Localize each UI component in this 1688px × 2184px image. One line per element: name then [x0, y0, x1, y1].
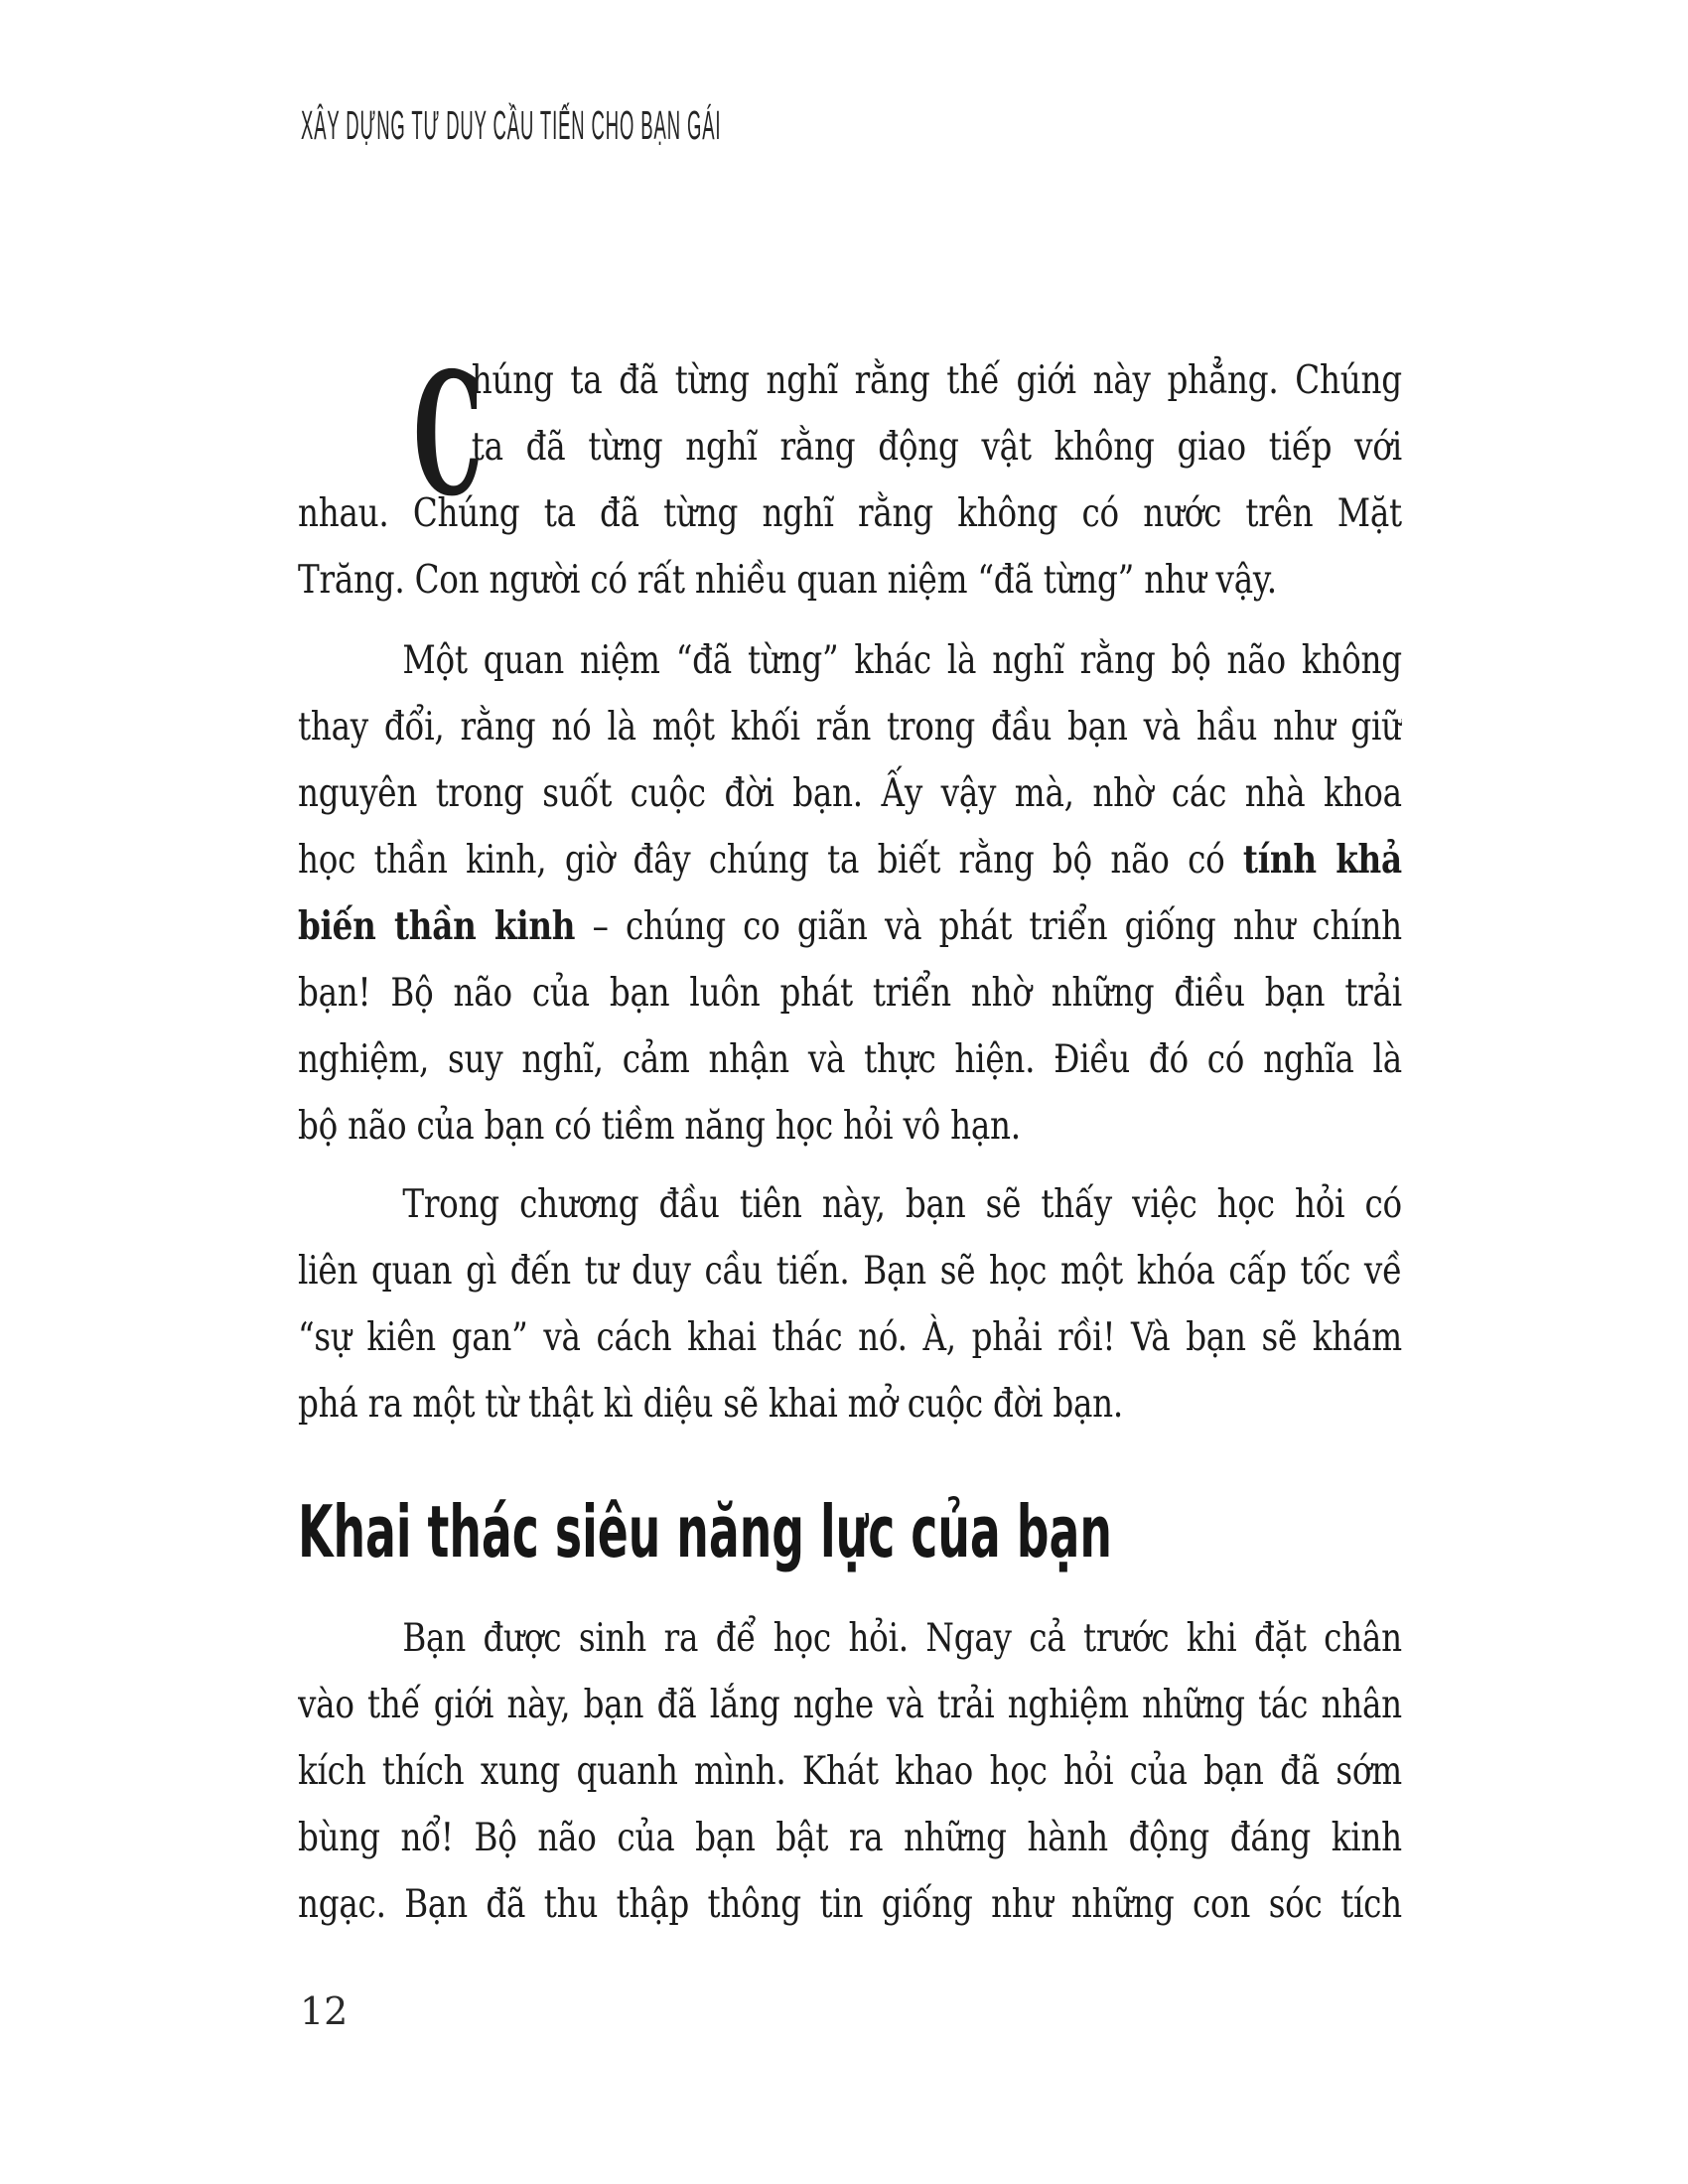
- text-line: liên quan gì đến tư duy cầu tiến. Bạn sẽ học một khóa cấp tốc về: [298, 1249, 1402, 1294]
- page-number: 12: [300, 1989, 349, 2033]
- text-line: [298, 893, 1402, 960]
- drop-cap: C: [413, 336, 484, 534]
- text-line: bùng nổ! Bộ não của bạn bật ra những hành động đáng kinh: [298, 1816, 1402, 1860]
- section-heading: Khai thác siêu năng lực của bạn: [298, 1490, 1112, 1573]
- text-line: nguyên trong suốt cuộc đời bạn. Ấy vậy mà, nhờ các nhà khoa: [298, 771, 1402, 816]
- running-header: XÂY DỰNG TƯ DUY CẦU TIẾN CHO BẠN GÁI: [301, 102, 722, 148]
- paragraph-4: [298, 1605, 1402, 1938]
- text-line: húng ta đã từng nghĩ rằng thế giới này phẳng. Chúng: [471, 358, 1402, 403]
- text-line: ta đã từng nghĩ rằng động vật không giao tiếp với: [471, 425, 1402, 470]
- text-line: Trăng. Con người có rất nhiều quan niệm “đã từng” như vậy.: [298, 558, 1277, 603]
- text-line: bạn! Bộ não của bạn luôn phát triển nhờ những điều bạn trải: [298, 971, 1402, 1016]
- bold-term: biến thần kinh: [298, 903, 576, 949]
- text-line: Bạn được sinh ra để học hỏi. Ngay cả trước khi đặt chân: [402, 1616, 1402, 1661]
- text-line: nhau. Chúng ta đã từng nghĩ rằng không có nước trên Mặt: [298, 491, 1402, 536]
- text-line: Trong chương đầu tiên này, bạn sẽ thấy việc học hỏi có: [402, 1182, 1402, 1227]
- text-line: vào thế giới này, bạn đã lắng nghe và trải nghiệm những tác nhân: [298, 1683, 1402, 1727]
- text-line: bộ não của bạn có tiềm năng học hỏi vô hạn.: [298, 1104, 1021, 1149]
- text-line: nghiệm, suy nghĩ, cảm nhận và thực hiện. Điều đó có nghĩa là: [298, 1037, 1402, 1082]
- text-segment: học thần kinh, giờ đây chúng ta biết rằng bộ não có: [298, 838, 1243, 883]
- text-line: kích thích xung quanh mình. Khát khao học hỏi của bạn đã sớm: [298, 1749, 1402, 1794]
- text-line: [298, 827, 1402, 893]
- text-line: phá ra một từ thật kì diệu sẽ khai mở cuộc đời bạn.: [298, 1382, 1124, 1427]
- text-line: “sự kiên gan” và cách khai thác nó. À, phải rồi! Và bạn sẽ khám: [298, 1315, 1402, 1360]
- paragraph-1: [298, 336, 1402, 614]
- text-segment: – chúng co giãn và phát triển giống như chính: [575, 904, 1402, 949]
- text-line: ngạc. Bạn đã thu thập thông tin giống như những con sóc tích: [298, 1882, 1402, 1927]
- paragraph-2: [298, 627, 1402, 1160]
- text-line: Một quan niệm “đã từng” khác là nghĩ rằng bộ não không: [402, 638, 1402, 683]
- text-line: thay đổi, rằng nó là một khối rắn trong đầu bạn và hầu như giữ: [298, 705, 1402, 750]
- bold-term: tính khả: [1242, 837, 1402, 883]
- body-text-column: [298, 336, 1402, 1938]
- paragraph-3: [298, 1171, 1402, 1437]
